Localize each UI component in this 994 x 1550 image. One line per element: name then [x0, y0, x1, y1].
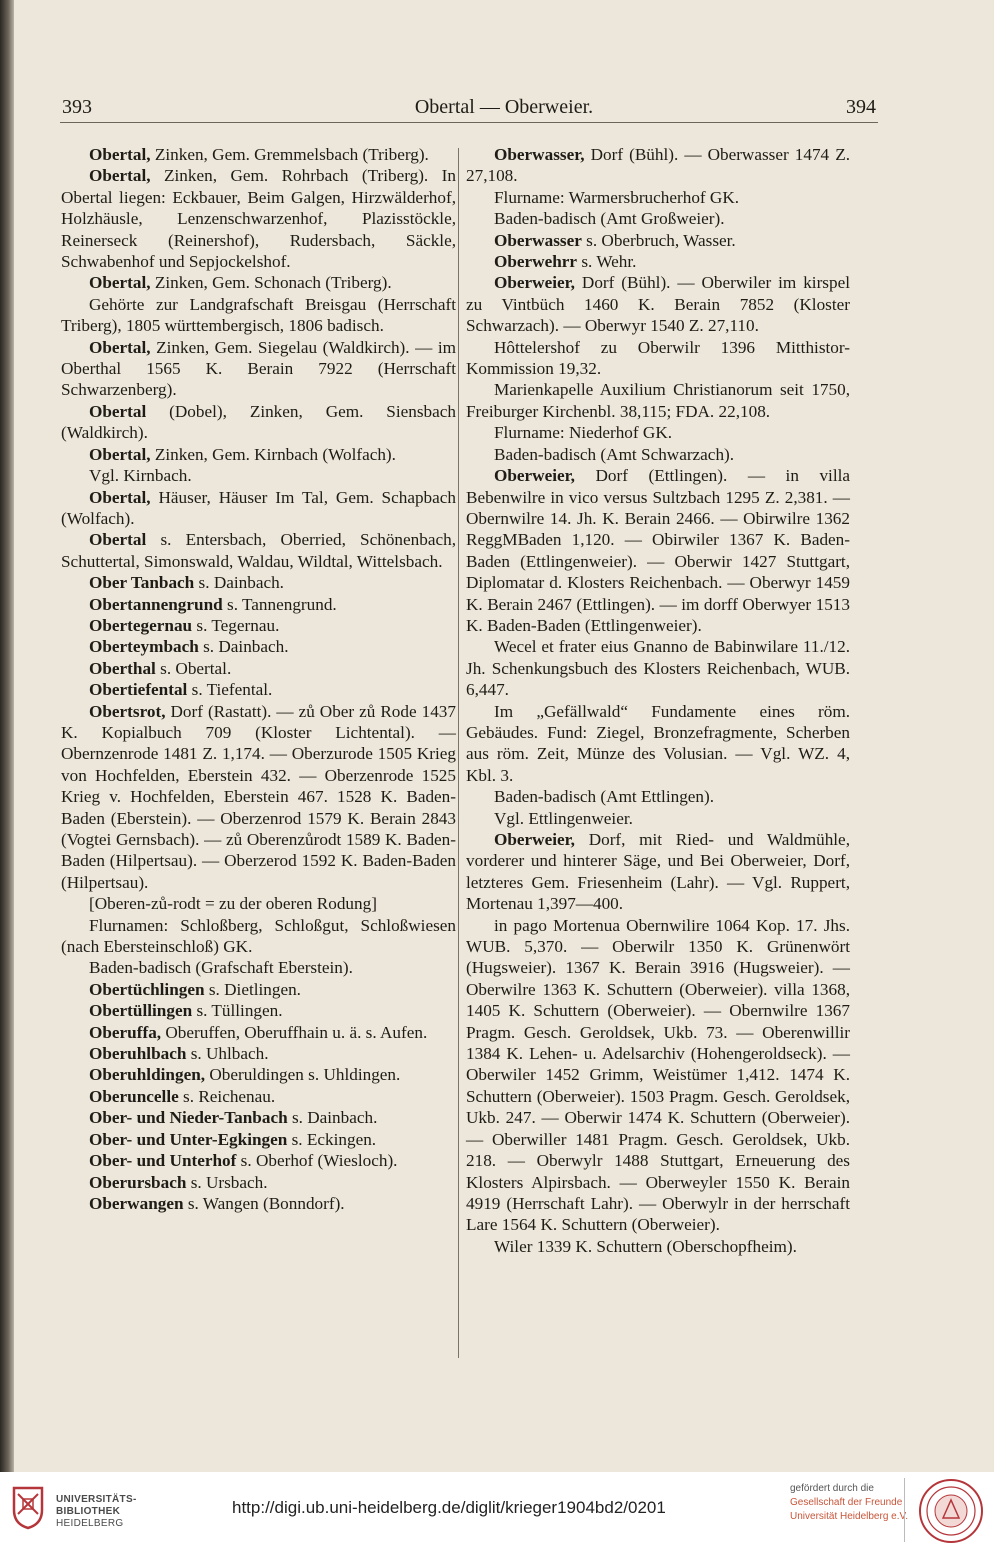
- entry: [61, 957, 456, 978]
- entry-text: Flurnamen: Schloßberg, Schloßgut, Schloßwiesen (nach Ebersteinschloß) GK.: [61, 915, 456, 957]
- entry-headword: Oberursbach: [89, 1172, 187, 1192]
- entry-headword: Obertal,: [89, 273, 151, 293]
- scanned-page: [14, 0, 994, 1472]
- entry-text: Vgl. Kirnbach.: [89, 466, 192, 486]
- entry: [61, 915, 456, 958]
- entry: [61, 401, 456, 444]
- entry-text: Dorf (Bühl). — Oberwiler im kirspel zu Vintbüch 1460 K. Berain 7852 (Kloster Schwarzach). — Oberwyr 1540 Z. 27,110.: [466, 273, 850, 336]
- entry: [61, 1000, 456, 1021]
- entry: [61, 1064, 456, 1085]
- entry: [61, 893, 456, 914]
- library-line-2: BIBLIOTHEK: [56, 1506, 121, 1517]
- entry-headword: Obertannengrund: [89, 594, 223, 614]
- entry: [61, 636, 456, 657]
- entry: [466, 379, 850, 422]
- entry-headword: Oberteymbach: [89, 637, 199, 657]
- entry-headword: Oberuffa,: [89, 1022, 162, 1042]
- entry: [61, 572, 456, 593]
- left-column: [61, 144, 456, 1214]
- viewer-footer: [0, 1472, 994, 1550]
- page-number-left: 393: [62, 96, 92, 118]
- entry-text: Zinken, Gem. Siegelau (Waldkirch). — im Oberthal 1565 K. Berain 7922 (Herrschaft Schwarzenberg).: [61, 337, 456, 400]
- entry-text: Im „Gefällwald“ Fundamente eines röm. Gebäudes. Fund: Ziegel, Bronzefragmente, Scherben aus röm. Zeit, Münze des Volusian. — Vgl. WZ. 4, Kbl. 3.: [466, 701, 850, 785]
- society-line-2: Universität Heidelberg e.V.: [790, 1511, 909, 1522]
- library-line-3: HEIDELBERG: [56, 1518, 124, 1529]
- entry-headword: Obertal,: [89, 487, 151, 507]
- entry-text: Häuser, Häuser Im Tal, Gem. Schapbach (Wolfach).: [61, 487, 456, 528]
- entry-headword: Oberuhldingen,: [89, 1065, 206, 1085]
- entry-text: Oberuffen, Oberuffhain u. ä. s. Aufen.: [161, 1022, 428, 1042]
- university-library-seal-icon: [8, 1484, 48, 1530]
- entry-text: Gehörte zur Landgrafschaft Breisgau (Herrschaft Triberg), 1805 württembergisch, 1806 badisch.: [61, 294, 456, 336]
- entry: [61, 594, 456, 615]
- entry: [61, 615, 456, 636]
- entry-text: s. Tegernau.: [192, 615, 280, 635]
- entry-headword: Oberwasser,: [494, 145, 585, 164]
- entry-text: s. Eckingen.: [287, 1129, 377, 1149]
- entry-text: Baden-badisch (Amt Ettlingen).: [494, 787, 715, 807]
- entry-text: s. Ursbach.: [186, 1172, 268, 1192]
- entry: [466, 636, 850, 700]
- entry: [61, 1107, 456, 1128]
- entry: [61, 465, 456, 486]
- entry-text: Baden-badisch (Grafschaft Eberstein).: [89, 958, 353, 978]
- entry-text: Flurname: Warmersbrucherhof GK.: [494, 187, 740, 207]
- entry: [61, 1086, 456, 1107]
- entry-text: s. Wehr.: [577, 252, 637, 272]
- entry-headword: Oberuhlbach: [89, 1044, 187, 1064]
- entry: [61, 1150, 456, 1171]
- funded-by-label: gefördert durch die: [790, 1483, 874, 1494]
- entry: [61, 1129, 456, 1150]
- entry: [466, 829, 850, 915]
- entry: [61, 1172, 456, 1193]
- entry-text: Zinken, Gem. Schonach (Triberg).: [150, 273, 392, 293]
- entry-text: Wiler 1339 K. Schuttern (Oberschopfheim).: [494, 1236, 797, 1256]
- entry-text: s. Tiefental.: [187, 680, 273, 700]
- entry-headword: Obertüllingen: [89, 1001, 193, 1021]
- header-rule: [60, 122, 878, 123]
- entry-headword: Oberwehrr: [494, 252, 578, 272]
- entry: [61, 337, 456, 401]
- entry: [466, 272, 850, 336]
- entry-headword: Ober- und Unterhof: [89, 1151, 237, 1171]
- entry: [466, 208, 850, 229]
- entry-text: Oberuldingen s. Uhldingen.: [205, 1065, 401, 1085]
- right-column: [466, 144, 850, 1257]
- entry-text: s. Tüllingen.: [192, 1001, 283, 1021]
- entry-headword: Obertal: [89, 530, 147, 550]
- entry-text: in pago Mortenua Obernwilire 1064 Kop. 17. Jhs. WUB. 5,370. — Oberwilr 1350 K. Grünenwört (Hugsweier). 1367 K. Berain 3916 (Hugsweier). — Oberwilre 1363 K. Schuttern (Oberweier). villa 1368, 1405 K. Schuttern (Oberweier). — Obernwilre 1367 Pragm. Gesch. Geroldsek, Ukb. 73. — Oberenwillir 1384 K. Lehen- u. Adelsarchiv (Hohengeroldseck). — Oberwiler 1452 Grimm, Weistümer 1,412. 1474 K. Schuttern (Oberweier). 1503 Pragm. Gesch. Geroldsek, Ukb. 247. — Oberwir 1474 K. Schuttern (Oberweier). — Oberwiller 1481 Pragm. Gesch. Geroldsek, Ukb. 218. — Oberwylr 1488 Stuttgart, Erneuerung des Klosters Alpirsbach. — Oberweyler 1550 K. Berain 4919 (Herrschaft Lahr). — Oberwylr in der herrschaft Lare 1564 K. Schuttern (Oberweier).: [466, 915, 850, 1235]
- entry-headword: Ober- und Unter-Egkingen: [89, 1129, 288, 1149]
- entry-text: s. Tannengrund.: [222, 594, 337, 614]
- running-title: Obertal — Oberweier.: [414, 96, 594, 118]
- entry: [466, 915, 850, 1236]
- entry: [61, 294, 456, 337]
- running-header: [14, 92, 994, 122]
- entry-headword: Ober- und Nieder-Tanbach: [89, 1108, 288, 1128]
- entry: [61, 1022, 456, 1043]
- entry-text: s. Wangen (Bonndorf).: [183, 1193, 345, 1213]
- library-line-1: UNIVERSITÄTS-: [56, 1494, 137, 1505]
- library-name: [56, 1494, 137, 1530]
- book-binding: [0, 0, 14, 1472]
- entry: [466, 422, 850, 443]
- entry-headword: Oberweier,: [494, 273, 575, 293]
- entry-text: Marienkapelle Auxilium Christianorum seit 1750, Freiburger Kirchenbl. 38,115; FDA. 22,108.: [466, 380, 850, 421]
- entry-headword: Ober Tanbach: [89, 573, 195, 593]
- entry: [466, 808, 850, 829]
- entry: [61, 979, 456, 1000]
- entry-headword: Oberwangen: [89, 1193, 184, 1213]
- entry: [466, 144, 850, 187]
- entry-headword: Obertal,: [89, 145, 151, 164]
- column-divider: [458, 148, 459, 1358]
- entry: [466, 701, 850, 787]
- entry: [466, 251, 850, 272]
- entry: [61, 487, 456, 530]
- entry: [61, 272, 456, 293]
- entry-text: Zinken, Gem. Gremmelsbach (Triberg).: [150, 145, 429, 164]
- footer-divider: [904, 1478, 905, 1542]
- entry-headword: Obertal,: [89, 166, 151, 186]
- entry-text: s. Oberbruch, Wasser.: [581, 230, 736, 250]
- page-number-right: 394: [846, 96, 876, 118]
- entry-text: Dorf (Rastatt). — zů Ober zů Rode 1437 K. Kopialbuch 709 (Kloster Lichtental). — Obernzenrode 1481 Z. 1,174. — Oberzurode 1505 Krieg von Hochfelden, Eberstein 432. — Oberzenrode 1525 Krieg v. Hochfelden, Eberstein 467. 1528 K. Baden-Baden (Eberstein). — Oberzenrod 1579 K. Berain 2843 (Vogtei Gernsbach). — zů Oberenzůrodt 1589 K. Baden-Baden (Hilpertsau). — Oberzerod 1592 K. Baden-Baden (Hilpertsau).: [61, 701, 456, 892]
- entry: [466, 786, 850, 807]
- entry-headword: Obertsrot,: [89, 701, 166, 721]
- entry-text: Dorf (Bühl). — Oberwasser 1474 Z. 27,108.: [466, 145, 850, 186]
- entry: [466, 465, 850, 636]
- entry-headword: Obertal,: [89, 444, 151, 464]
- entry-text: s. Dainbach.: [194, 573, 284, 593]
- entry-text: Baden-badisch (Amt Großweier).: [494, 209, 725, 229]
- entry-text: Zinken, Gem. Rohrbach (Triberg). In Obertal liegen: Eckbauer, Beim Galgen, Hirzwälderhof, Holzhäusle, Lenzenschwarzenhof, Plazisstöckle, Reinerseck (Reinershof), Rudersbach, Säckle, Schwabenhof und Sepjockelshof.: [61, 166, 456, 272]
- society-line-1: Gesellschaft der Freunde: [790, 1497, 903, 1508]
- entry: [466, 187, 850, 208]
- entry: [466, 230, 850, 251]
- entry: [61, 1043, 456, 1064]
- entry-text: Baden-badisch (Amt Schwarzach).: [494, 444, 735, 464]
- entry-text: [Oberen-zů-rodt = zu der oberen Rodung]: [89, 894, 377, 914]
- entry-text: s. Dainbach.: [198, 637, 289, 657]
- entry-headword: Obertegernau: [89, 615, 193, 635]
- entry-headword: Oberweier,: [494, 830, 575, 849]
- entry-text: s. Obertal.: [155, 658, 232, 678]
- entry: [61, 165, 456, 272]
- entry: [61, 529, 456, 572]
- entry-headword: Oberweier,: [494, 466, 575, 486]
- entry: [466, 1236, 850, 1257]
- entry: [61, 444, 456, 465]
- entry-headword: Oberthal: [89, 658, 156, 678]
- entry: [466, 444, 850, 465]
- entry-text: Flurname: Niederhof GK.: [494, 423, 673, 443]
- entry: [61, 701, 456, 894]
- entry-text: (Dobel), Zinken, Gem. Siensbach (Waldkirch).: [61, 401, 456, 443]
- entry-text: Hôttelershof zu Oberwilr 1396 Mitthistor-Kommission 19,32.: [466, 337, 850, 379]
- permalink-url[interactable]: http://digi.ub.uni-heidelberg.de/diglit/krieger1904bd2/0201: [232, 1498, 666, 1517]
- entry-text: s. Dainbach.: [287, 1108, 378, 1128]
- entry-text: s. Oberhof (Wiesloch).: [236, 1151, 398, 1171]
- entry-text: Dorf, mit Ried- und Waldmühle, vorderer und hinterer Säge, und Bei Oberweier, Dorf, letzteres Gem. Friesenheim (Lahr). — Vgl. Ruppert, Mortenau 1,397—400.: [466, 830, 850, 914]
- entry-text: s. Reichenau.: [178, 1086, 276, 1106]
- entry-headword: Obertal: [89, 401, 147, 421]
- funding-note: [790, 1482, 908, 1524]
- entry: [61, 1193, 456, 1214]
- entry-text: Dorf (Ettlingen). — in villa Bebenwilre in vico versus Sultzbach 1295 Z. 2,381. — Obernwilre 14. Jh. K. Berain 2466. — Obirwilre 1362 ReggMBaden 1,120. — Obirwiler 1367 K. Baden-Baden (Ettlingenweier). — Oberwir 1427 Stuttgart, Diplomatar d. Klosters Reichenbach. — Oberwyr 1459 K. Berain 2467 (Ettlingen). — im dorff Oberwyer 1513 K. Baden-Baden (Ettlingenweier).: [466, 466, 850, 635]
- entry-text: Zinken, Gem. Kirnbach (Wolfach).: [150, 444, 396, 464]
- entry: [466, 337, 850, 380]
- entry-text: s. Uhlbach.: [186, 1044, 269, 1064]
- entry-headword: Obertiefental: [89, 680, 188, 700]
- entry-headword: Oberwasser: [494, 230, 582, 250]
- entry-headword: Obertal,: [89, 337, 151, 357]
- entry: [61, 679, 456, 700]
- entry-text: s. Entersbach, Oberried, Schönenbach, Schuttertal, Simonswald, Waldau, Wildtal, Wittelsbach.: [61, 530, 456, 571]
- entry-headword: Obertüchlingen: [89, 979, 205, 999]
- entry-text: Wecel et frater eius Gnanno de Babinwilare 11./12. Jh. Schenkungsbuch des Klosters Reichenbach, WUB. 6,447.: [466, 637, 850, 700]
- entry-text: Vgl. Ettlingenweier.: [494, 808, 633, 828]
- entry-text: s. Dietlingen.: [204, 979, 301, 999]
- entry: [61, 144, 456, 165]
- entry-headword: Oberuncelle: [89, 1086, 179, 1106]
- entry: [61, 658, 456, 679]
- university-seal-icon: [918, 1478, 984, 1544]
